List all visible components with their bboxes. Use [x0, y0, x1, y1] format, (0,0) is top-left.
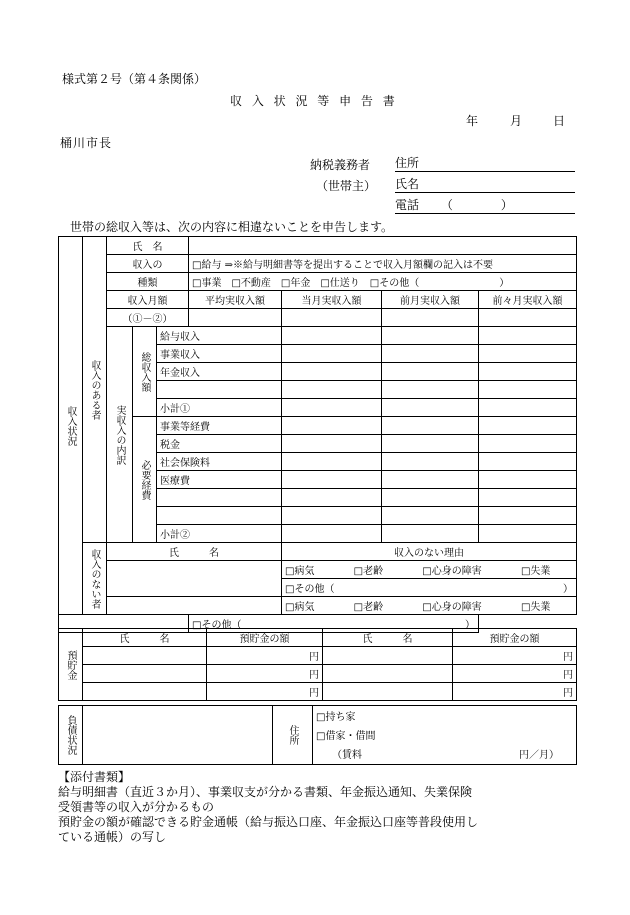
- name-field[interactable]: [395, 175, 575, 193]
- earner-name-label: 氏 名: [107, 237, 189, 255]
- actual-income-header: 実収入の内訳: [107, 327, 133, 543]
- item-tax: 税金: [157, 435, 282, 453]
- savings-amount-6[interactable]: 円: [453, 683, 577, 701]
- item-blank-3[interactable]: [157, 507, 282, 525]
- blank2-prev2[interactable]: [479, 489, 577, 507]
- savings-header: 預貯金: [59, 629, 83, 701]
- reason-row-1[interactable]: □病気 □老齢 □心身の障害 □失業: [282, 561, 577, 579]
- residence-options[interactable]: [313, 706, 577, 765]
- attachments-heading: 【添付書類】: [58, 770, 131, 784]
- income-type-line-2[interactable]: □事業 □不動産 □年金 □仕送り □その他（ ）: [189, 273, 577, 291]
- tax-current[interactable]: [282, 435, 382, 453]
- earner-name-input[interactable]: [189, 237, 577, 255]
- item-medical: 医療費: [157, 471, 282, 489]
- savings-name-2[interactable]: [83, 665, 207, 683]
- item-business-expense: 事業等経費: [157, 417, 282, 435]
- blank2-prev[interactable]: [382, 489, 479, 507]
- debt-table: [58, 705, 577, 765]
- medical-prev[interactable]: [382, 471, 479, 489]
- prev-income-input[interactable]: [382, 309, 479, 327]
- phone-field[interactable]: [395, 196, 575, 214]
- date-day[interactable]: 日: [553, 114, 566, 128]
- gross-income-header: 総収入額: [133, 327, 157, 417]
- medical-current[interactable]: [282, 471, 382, 489]
- blank1-prev[interactable]: [382, 381, 479, 399]
- non-earner-name-1[interactable]: [107, 561, 282, 597]
- earner-header: 収入のある者: [83, 237, 107, 543]
- savings-amount-header-1: 預貯金の額: [207, 629, 323, 647]
- avg-income-input[interactable]: [189, 309, 282, 327]
- reason-other-2[interactable]: □その他（ ）: [189, 615, 479, 633]
- debt-input[interactable]: [83, 706, 273, 765]
- subtotal2-prev2[interactable]: [479, 525, 577, 543]
- item-pension: 年金収入: [157, 363, 282, 381]
- address-label: 住所: [395, 156, 420, 170]
- savings-amount-5[interactable]: 円: [453, 665, 577, 683]
- business-current[interactable]: [282, 345, 382, 363]
- subtotal-2-label: 小計②: [157, 525, 282, 543]
- pension-prev[interactable]: [382, 363, 479, 381]
- monthly-income-formula: （①－②）: [107, 309, 189, 327]
- subtotal-1-label: 小計①: [157, 399, 282, 417]
- blank3-prev2[interactable]: [479, 507, 577, 525]
- social-prev[interactable]: [382, 453, 479, 471]
- item-blank-2[interactable]: [157, 489, 282, 507]
- item-business: 事業収入: [157, 345, 282, 363]
- date-year[interactable]: 年: [466, 114, 479, 128]
- savings-name-4[interactable]: [323, 647, 453, 665]
- salary-prev[interactable]: [382, 327, 479, 345]
- tax-prev2[interactable]: [479, 435, 577, 453]
- reason-row-2[interactable]: □病気 □老齢 □心身の障害 □失業: [282, 597, 577, 615]
- attachments-line-3: 預貯金の額が確認できる貯金通帳（給与振込口座、年金振込口座等普段使用し: [58, 815, 479, 829]
- col-prev2-income: 前々月実収入額: [479, 291, 577, 309]
- income-type-line-1[interactable]: □給与 ⇒※給与明細書等を提出することで収入月額欄の記入は不要: [189, 255, 577, 273]
- attachments-line-4: ている通帳）の写し: [58, 830, 167, 844]
- item-social-insurance: 社会保険料: [157, 453, 282, 471]
- date-month[interactable]: 月: [510, 114, 523, 128]
- savings-name-5[interactable]: [323, 665, 453, 683]
- rent-line[interactable]: （賃料 円／月）: [332, 750, 559, 761]
- non-earner-name-2[interactable]: [107, 597, 282, 615]
- phone-paren: （ ）: [440, 198, 513, 212]
- blank1-prev2[interactable]: [479, 381, 577, 399]
- non-earner-reason-header: 収入のない理由: [282, 543, 577, 561]
- savings-amount-1[interactable]: 円: [207, 647, 323, 665]
- bizexp-prev[interactable]: [382, 417, 479, 435]
- income-status-header: 収入状況: [59, 237, 83, 615]
- medical-prev2[interactable]: [479, 471, 577, 489]
- income-type-label-1: 収入の: [107, 255, 189, 273]
- non-earner-name-header: 氏 名: [107, 543, 282, 561]
- rental-option[interactable]: □借家・借間: [316, 731, 376, 742]
- blank1-current[interactable]: [282, 381, 382, 399]
- phone-label: 電話: [395, 198, 420, 212]
- salary-current[interactable]: [282, 327, 382, 345]
- addressee: 桶川市長: [60, 136, 113, 150]
- savings-name-1[interactable]: [83, 647, 207, 665]
- blank3-prev[interactable]: [382, 507, 479, 525]
- monthly-income-label: 収入月額: [107, 291, 189, 309]
- col-average-income: 平均実収入額: [189, 291, 282, 309]
- declaration-text: 世帯の総収入等は、次の内容に相違ないことを申告します。: [70, 220, 394, 234]
- subtotal2-prev[interactable]: [382, 525, 479, 543]
- savings-amount-header-2: 預貯金の額: [453, 629, 577, 647]
- savings-amount-3[interactable]: 円: [207, 683, 323, 701]
- savings-name-header-1: 氏 名: [83, 629, 207, 647]
- pension-current[interactable]: [282, 363, 382, 381]
- form-number: 様式第２号（第４条関係）: [62, 72, 207, 86]
- savings-name-3[interactable]: [83, 683, 207, 701]
- income-type-label-2: 種類: [107, 273, 189, 291]
- taxpayer-label: 納税義務者: [310, 158, 371, 172]
- attachments-line-1: 給与明細書（直近３か月）、事業収支が分かる書類、年金振込通知、失業保険: [58, 785, 473, 799]
- blank2-current[interactable]: [282, 489, 382, 507]
- form-title: 収 入 状 況 等 申 告 書: [230, 94, 398, 108]
- bizexp-current[interactable]: [282, 417, 382, 435]
- savings-table: [58, 628, 577, 701]
- savings-amount-2[interactable]: 円: [207, 665, 323, 683]
- bizexp-prev2[interactable]: [479, 417, 577, 435]
- prev2-income-input[interactable]: [479, 309, 577, 327]
- col-prev-income: 前月実収入額: [382, 291, 479, 309]
- tax-prev[interactable]: [382, 435, 479, 453]
- subtotal1-prev[interactable]: [382, 399, 479, 417]
- col-current-income: 当月実収入額: [282, 291, 382, 309]
- subtotal1-current[interactable]: [282, 399, 382, 417]
- name-label: 氏名: [395, 177, 420, 191]
- reason-other-1[interactable]: □その他（ ）: [282, 579, 577, 597]
- salary-prev2[interactable]: [479, 327, 577, 345]
- attachments-line-2: 受領書等の収入が分かるもの: [58, 800, 215, 814]
- non-earner-header: 収入のない者: [83, 543, 107, 615]
- expenses-header: 必要経費: [133, 417, 157, 543]
- business-prev[interactable]: [382, 345, 479, 363]
- income-status-table: [58, 236, 577, 633]
- savings-amount-4[interactable]: 円: [453, 647, 577, 665]
- pension-prev2[interactable]: [479, 363, 577, 381]
- social-current[interactable]: [282, 453, 382, 471]
- subtotal1-prev2[interactable]: [479, 399, 577, 417]
- social-prev2[interactable]: [479, 453, 577, 471]
- current-income-input[interactable]: [282, 309, 382, 327]
- blank3-current[interactable]: [282, 507, 382, 525]
- address-field[interactable]: [395, 154, 575, 172]
- residence-header: 住所: [273, 706, 313, 765]
- item-salary: 給与収入: [157, 327, 282, 345]
- item-blank-1[interactable]: [157, 381, 282, 399]
- own-home-option[interactable]: □持ち家: [316, 712, 356, 723]
- business-prev2[interactable]: [479, 345, 577, 363]
- subtotal2-current[interactable]: [282, 525, 382, 543]
- householder-label: （世帯主）: [316, 179, 377, 193]
- debt-header: 負債状況: [59, 706, 83, 765]
- savings-name-6[interactable]: [323, 683, 453, 701]
- savings-name-header-2: 氏 名: [323, 629, 453, 647]
